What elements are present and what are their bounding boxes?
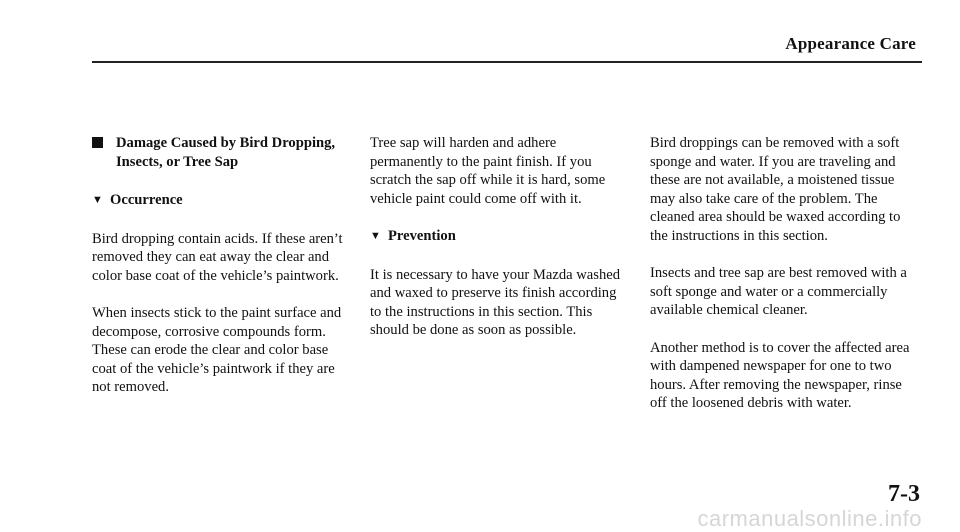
section-heading — [92, 134, 354, 171]
paragraph: When insects stick to the paint surface and decompose, corrosive compounds form. These can erode the clear and color base coat of the vehicle’s paintwork if they are not removed. — [92, 305, 342, 395]
paragraph: Tree sap will harden and adhere permanently to the paint finish. If you scratch the sap off while it is hard, some vehicle paint could come off with it. — [370, 135, 606, 207]
subheading-occurrence — [92, 191, 354, 210]
subheading-prevention — [370, 227, 630, 246]
column-right — [650, 134, 920, 432]
triangle-down-icon: ▼ — [92, 194, 103, 206]
page-header-title: Appearance Care — [785, 34, 916, 53]
column-left — [92, 134, 354, 416]
paragraph: Another method is to cover the affected area with dampened newspaper for one to two hours. After removing the newspaper, rinse off the loosened debris with water. — [650, 339, 910, 411]
subheading-occurrence-text: Occurrence — [110, 192, 183, 208]
square-bullet-icon — [92, 137, 103, 148]
page-number: 7-3 — [888, 481, 920, 507]
column-middle — [370, 134, 630, 359]
paragraph: Bird droppings can be removed with a soft sponge and water. If you are traveling and these are not available, a moistened tissue may also take care of the problem. The cleaned area should be waxed according to the instructions in this section. — [650, 135, 901, 244]
watermark-text: carmanualsonline.info — [697, 506, 922, 531]
section-heading-text: Damage Caused by Bird Dropping, Insects, or Tree Sap — [116, 135, 336, 170]
paragraph: It is necessary to have your Mazda washed and waxed to preserve its finish according to the instructions in this section. This should be done as soon as possible. — [370, 266, 621, 338]
subheading-prevention-text: Prevention — [388, 228, 456, 244]
triangle-down-icon: ▼ — [370, 230, 381, 242]
paragraph: Insects and tree sap are best removed with a soft sponge and water or a commercially available chemical cleaner. — [650, 265, 907, 318]
paragraph: Bird dropping contain acids. If these aren’t removed they can eat away the clear and color base coat of the vehicle’s paintwork. — [92, 230, 343, 284]
header-divider — [92, 61, 922, 63]
